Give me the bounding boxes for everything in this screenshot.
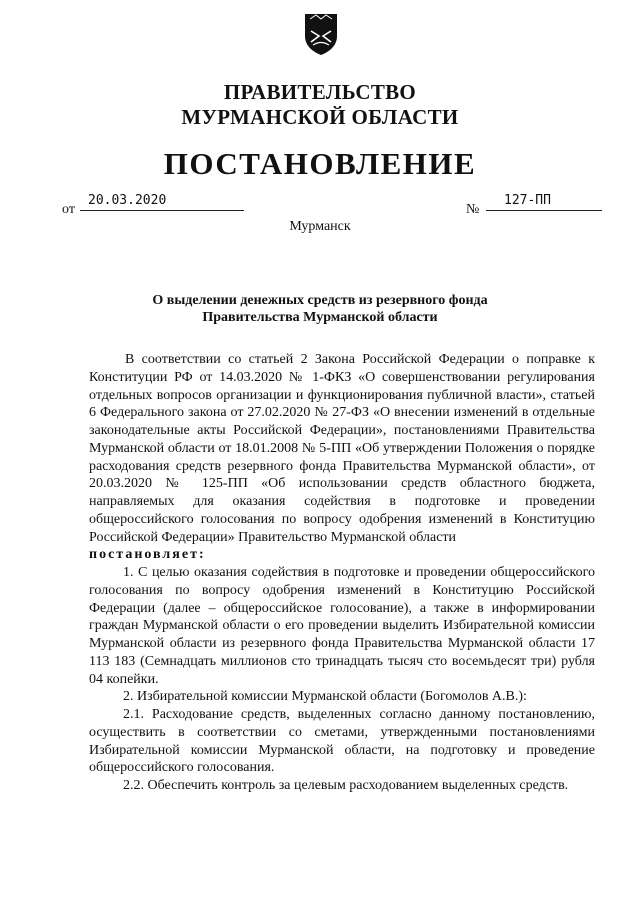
- government-name-line1: ПРАВИТЕЛЬСТВО: [223, 80, 417, 104]
- item-2-1-paragraph: 2.1. Расходование средств, выделенных согласно данному постановлению, осуществить в соответствии со сметами, утвержденными постановлениями Избирательной комиссии Мурманской области, на подготовку и проведение общероссийского голосования.: [89, 707, 595, 776]
- number-prefix: №: [466, 202, 480, 217]
- city: Мурманск: [289, 219, 351, 234]
- item-2-paragraph: 2. Избирательной комиссии Мурманской области (Богомолов А.В.):: [123, 689, 527, 705]
- government-name-line2: МУРМАНСКОЙ ОБЛАСТИ: [181, 105, 459, 129]
- preamble-paragraph: В соответствии со статьей 2 Закона Российской Федерации о поправке к Конституции РФ от 14.03.2020 № 1-ФКЗ «О совершенствовании регулирования отдельных вопросов организации и функционирования публичной власти», статьей 6 Федерального закона от 27.02.2020 № 27-ФЗ «О внесении изменений в отдельные законодательные акты Российской Федерации», постановлениями Правительства Мурманской области от 18.01.2008 № 5-ПП «Об утверждении Положения о порядке расходования средств резервного фонда Правительства Мурманской области», от 20.03.2020 № 125-ПП «Об использовании средств областного бюджета, направляемых для оказания содействия в подготовке и проведении общероссийского голосования по вопросу одобрения изменений в Конституцию Российской Федерации» Правительство Мурманской области: [89, 352, 595, 545]
- item-1-paragraph: 1. С целью оказания содействия в подготовке и проведении общероссийского голосования по вопросу одобрения изменений в Конституцию Российской Федерации (далее – общероссийское голосование), а также в информировании граждан Мурманской области о его проведении выделить Избирательной комиссии Мурманской области из резервного фонда Правительства Мурманской области 17 113 183 (Семнадцать миллионов сто тринадцать тысяч сто восемьдесят три) рубля 04 копейки.: [89, 565, 595, 687]
- date-prefix: от: [62, 202, 75, 217]
- document-body: [89, 351, 595, 795]
- date-value: 20.03.2020: [80, 193, 244, 211]
- murmansk-coat-of-arms-icon: [302, 12, 340, 56]
- resolves-word: постановляет:: [89, 547, 206, 563]
- document-type: ПОСТАНОВЛЕНИЕ: [163, 146, 477, 181]
- item-2-2-paragraph: 2.2. Обеспечить контроль за целевым расходованием выделенных средств.: [123, 778, 569, 793]
- document-title-line2: Правительства Мурманской области: [202, 310, 438, 325]
- document-title-line1: О выделении денежных средств из резервного фонда: [152, 293, 488, 308]
- number-value: 127-ПП: [486, 193, 602, 211]
